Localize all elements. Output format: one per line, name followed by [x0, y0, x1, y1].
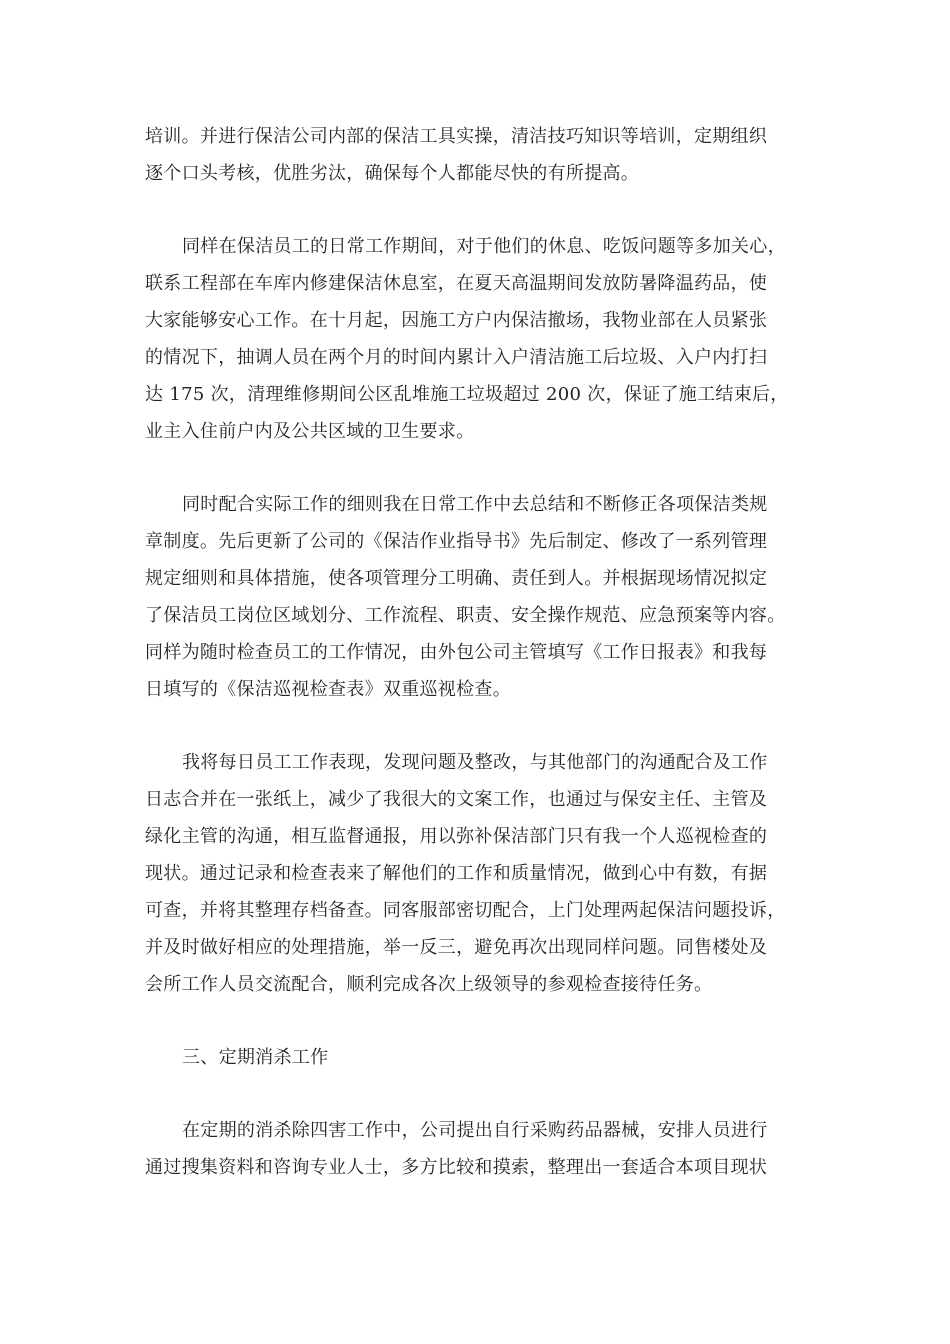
- text-line: 联系工程部在车库内修建保洁休息室，在夏天高温期间发放防暑降温药品，使: [145, 273, 768, 294]
- text-line: 同样在保洁员工的日常工作期间，对于他们的休息、吃饭问题等多加关心，: [182, 236, 786, 257]
- paragraph-daily-log: [145, 744, 825, 1003]
- text-line: 日填写的《保洁巡视检查表》双重巡视检查。: [145, 679, 511, 700]
- text-line: 了保洁员工岗位区域划分、工作流程、职责、安全操作规范、应急预案等内容。: [145, 605, 786, 626]
- text-line: 会所工作人员交流配合，顺利完成各次上级领导的参观检查接待任务。: [145, 974, 713, 995]
- section-heading: [145, 1039, 825, 1076]
- document-body: [145, 118, 825, 1186]
- text-line: 逐个口头考核，优胜劣汰，确保每个人都能尽快的有所提高。: [145, 163, 640, 184]
- text-line: 绿化主管的沟通，相互监督通报，用以弥补保洁部门只有我一个人巡视检查的: [145, 826, 768, 847]
- text-line: 日志合并在一张纸上，减少了我很大的文案工作，也通过与保安主任、主管及: [145, 789, 768, 810]
- text-line: 可查，并将其整理存档备查。同客服部密切配合，上门处理两起保洁问题投诉，: [145, 900, 786, 921]
- text-line: 在定期的消杀除四害工作中，公司提出自行采购药品器械，安排人员进行: [182, 1120, 768, 1141]
- text-line: 大家能够安心工作。在十月起，因施工方户内保洁撤场，我物业部在人员紧张: [145, 310, 768, 331]
- text-line: 的情况下，抽调人员在两个月的时间内累计入户清洁施工后垃圾、入户内打扫: [145, 347, 768, 368]
- text-line: 培训。并进行保洁公司内部的保洁工具实操，清洁技巧知识等培训，定期组织: [145, 126, 768, 147]
- paragraph-daily-care: [145, 228, 825, 450]
- text-line: 我将每日员工工作表现，发现问题及整改，与其他部门的沟通配合及工作: [182, 752, 768, 773]
- text-line: 达 175 次，清理维修期间公区乱堆施工垃圾超过 200 次，保证了施工结束后，: [145, 384, 789, 405]
- text-line: 同样为随时检查员工的工作情况，由外包公司主管填写《工作日报表》和我每: [145, 642, 768, 663]
- text-line: 并及时做好相应的处理措施，举一反三，避免再次出现同样问题。同售楼处及: [145, 937, 768, 958]
- text-line: 同时配合实际工作的细则我在日常工作中去总结和不断修正各项保洁类规: [182, 494, 768, 515]
- paragraph-regulations: [145, 486, 825, 708]
- paragraph-pest-control: [145, 1112, 825, 1186]
- text-line: 业主入住前户内及公共区域的卫生要求。: [145, 421, 475, 442]
- text-line: 三、定期消杀工作: [182, 1047, 329, 1068]
- text-line: 现状。通过记录和检查表来了解他们的工作和质量情况，做到心中有数，有据: [145, 863, 768, 884]
- text-line: 规定细则和具体措施，使各项管理分工明确、责任到人。并根据现场情况拟定: [145, 568, 768, 589]
- text-line: 章制度。先后更新了公司的《保洁作业指导书》先后制定、修改了一系列管理: [145, 531, 768, 552]
- text-line: 通过搜集资料和咨询专业人士，多方比较和摸索，整理出一套适合本项目现状: [145, 1157, 768, 1178]
- paragraph-training-continued: [145, 118, 825, 192]
